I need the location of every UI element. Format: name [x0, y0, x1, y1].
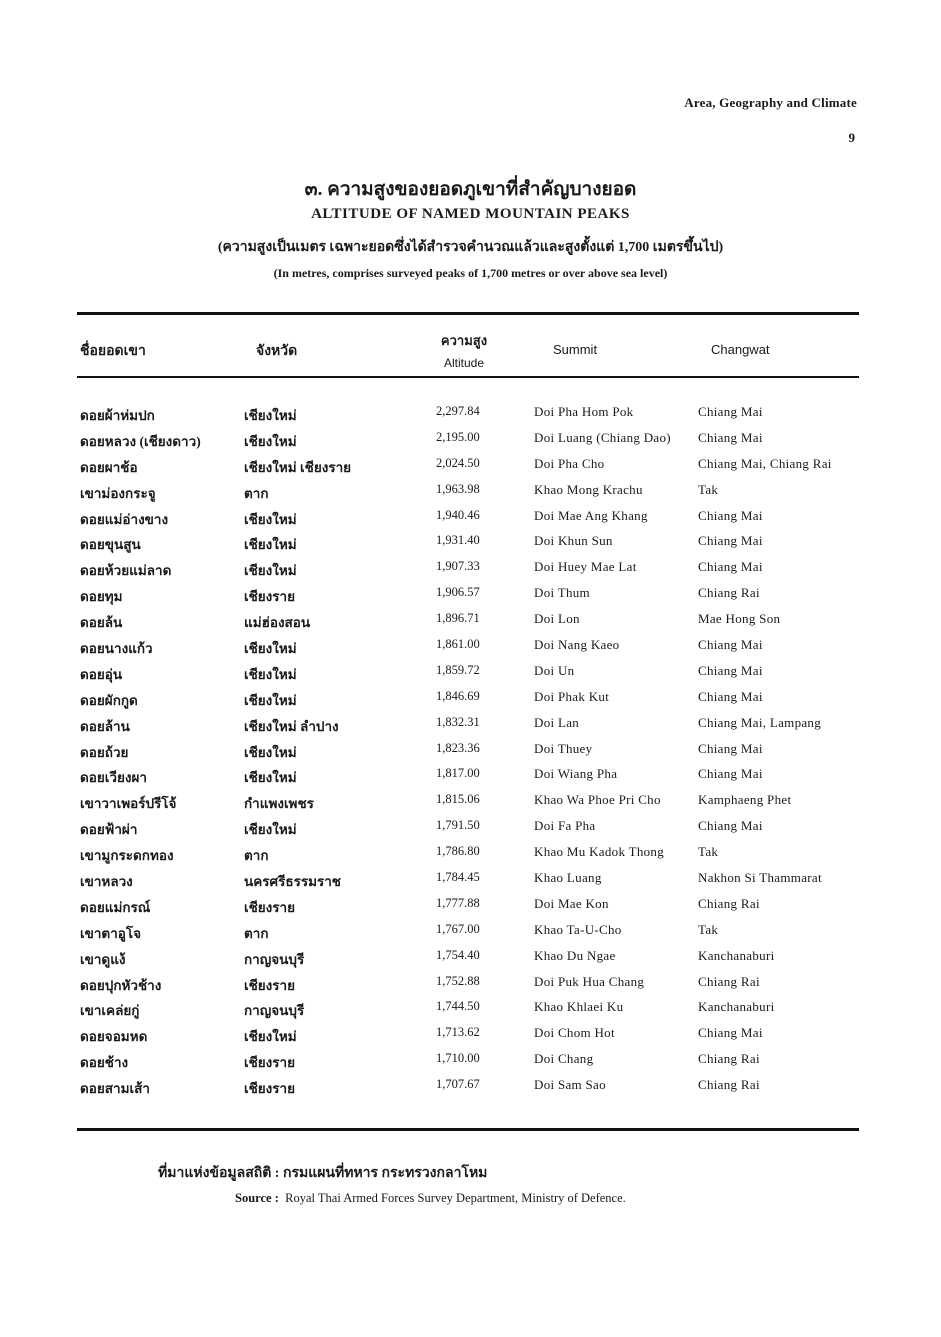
- cell-province-thai: ตาก: [244, 925, 269, 941]
- cell-name-thai: เขาม่องกระจู: [80, 485, 156, 501]
- cell-altitude: 1,832.31: [436, 714, 480, 729]
- table-row: [0, 894, 941, 920]
- cell-name-thai: ดอยแม่กรณ์: [80, 899, 151, 915]
- cell-province-thai: เชียงใหม่: [244, 692, 297, 708]
- cell-changwat: Chiang Mai: [698, 404, 763, 419]
- title-english: ALTITUDE OF NAMED MOUNTAIN PEAKS: [311, 206, 630, 222]
- cell-name-thai: ดอยถ้วย: [80, 744, 129, 760]
- cell-changwat: Kanchanaburi: [698, 947, 775, 963]
- cell-province-thai: ตาก: [244, 848, 269, 864]
- cell-name-thai: ดอยจอมหด: [80, 1029, 148, 1045]
- cell-altitude: 1,940.46: [436, 507, 480, 522]
- table-row: [0, 687, 941, 713]
- cell-province-thai: เชียงใหม่: [244, 563, 297, 579]
- cell-province-thai: เชียงใหม่: [244, 744, 297, 760]
- cell-altitude: 1,707.67: [436, 1077, 480, 1092]
- cell-name-thai: ดอยแม่อ่างขาง: [80, 511, 169, 527]
- cell-altitude: 1,786.80: [436, 844, 480, 859]
- cell-summit: Doi Mae Ang Khang: [534, 507, 648, 523]
- cell-changwat: Tak: [698, 921, 719, 937]
- cell-summit: Khao Du Ngae: [534, 947, 616, 963]
- table-row: [0, 816, 941, 842]
- cell-name-thai: ดอยหลวง (เชียงดาว): [80, 433, 201, 449]
- cell-summit: Khao Luang: [534, 870, 602, 886]
- cell-changwat: Chiang Mai: [698, 559, 763, 575]
- table-header-rule: [77, 376, 859, 378]
- cell-changwat: Chiang Mai: [698, 507, 763, 523]
- source-thai: ที่มาแห่งข้อมูลสถิติ : กรมแผนที่ทหาร กระทรวงกลาโหม: [158, 1166, 488, 1181]
- column-header-altitude-thai: ความสูง: [440, 333, 488, 348]
- cell-altitude: 1,791.50: [436, 818, 480, 833]
- table-bottom-rule: [77, 1128, 859, 1131]
- cell-province-thai: เชียงราย: [244, 977, 296, 993]
- cell-name-thai: ดอยขุนสูน: [80, 537, 141, 553]
- cell-summit: Doi Phak Kut: [534, 688, 610, 704]
- source-english: [235, 1191, 626, 1206]
- cell-name-thai: ดอยผ้าห่มปก: [80, 408, 155, 423]
- cell-summit: Doi Luang (Chiang Dao): [534, 429, 671, 445]
- column-header-name-thai: ชื่อยอดเขา: [80, 344, 146, 359]
- cell-summit: Doi Pha Cho: [534, 455, 605, 471]
- cell-altitude: 1,963.98: [436, 481, 480, 496]
- column-header-altitude: [420, 330, 508, 370]
- cell-altitude: 1,744.50: [436, 999, 480, 1014]
- table-row: [0, 713, 941, 739]
- subtitle-thai: (ความสูงเป็นเมตร เฉพาะยอดซึ่งได้สำรวจคำนวณแล้วและสูงตั้งแต่ 1,700 เมตรขึ้นไป): [217, 240, 724, 255]
- cell-province-thai: เชียงใหม่: [244, 1029, 297, 1045]
- cell-altitude: 1,931.40: [436, 533, 480, 548]
- title-thai: ๓. ความสูงของยอดภูเขาที่สำคัญบางยอด: [304, 179, 637, 200]
- table-row: [0, 946, 941, 972]
- cell-province-thai: เชียงใหม่: [244, 408, 297, 423]
- table-row: [0, 583, 941, 609]
- cell-province-thai: เชียงใหม่ ลำปาง: [244, 718, 339, 734]
- cell-altitude: 1,846.69: [436, 688, 480, 703]
- cell-province-thai: นครศรีธรรมราช: [244, 874, 341, 890]
- cell-altitude: 1,861.00: [436, 637, 480, 652]
- cell-summit: Doi Fa Pha: [534, 818, 596, 834]
- cell-altitude: 1,906.57: [436, 585, 480, 600]
- cell-altitude: 1,823.36: [436, 740, 480, 755]
- cell-changwat: Chiang Mai: [698, 429, 763, 445]
- cell-name-thai: ดอยฟ้าผ่า: [80, 822, 138, 838]
- table-row: [0, 1049, 941, 1075]
- table-row: [0, 531, 941, 557]
- cell-summit: Doi Thum: [534, 585, 590, 601]
- cell-province-thai: เชียงราย: [244, 1081, 296, 1097]
- table-row: [0, 997, 941, 1023]
- source-text: Royal Thai Armed Forces Survey Department, Ministry of Defence.: [285, 1191, 626, 1205]
- cell-altitude: 1,815.06: [436, 792, 480, 807]
- cell-changwat: Chiang Mai, Lampang: [698, 714, 822, 730]
- cell-changwat: Chiang Rai: [698, 1051, 760, 1067]
- cell-summit: Khao Ta-U-Cho: [534, 921, 622, 937]
- cell-name-thai: ดอยปุกหัวช้าง: [80, 977, 162, 993]
- cell-altitude: 2,297.84: [436, 404, 480, 418]
- cell-summit: Doi Lan: [534, 714, 580, 730]
- cell-province-thai: เชียงใหม่: [244, 666, 297, 682]
- table-row: [0, 920, 941, 946]
- cell-altitude: 1,710.00: [436, 1051, 480, 1066]
- table-body: [0, 402, 941, 1101]
- table-row: [0, 480, 941, 506]
- cell-altitude: 1,896.71: [436, 611, 480, 626]
- cell-changwat: Chiang Rai: [698, 585, 760, 601]
- cell-changwat: Nakhon Si Thammarat: [698, 870, 822, 886]
- cell-summit: Khao Wa Phoe Pri Cho: [534, 792, 661, 808]
- table-row: [0, 1075, 941, 1101]
- cell-province-thai: เชียงใหม่: [244, 641, 297, 657]
- cell-summit: Doi Lon: [534, 611, 580, 627]
- table-row: [0, 635, 941, 661]
- cell-province-thai: เชียงราย: [244, 899, 296, 915]
- cell-name-thai: ดอยล้าน: [80, 718, 130, 734]
- cell-name-thai: เขาวาเพอร์ปรีโจ้: [80, 796, 177, 812]
- cell-changwat: Chiang Rai: [698, 1077, 760, 1093]
- cell-name-thai: เขามูกระดกทอง: [80, 848, 174, 864]
- cell-changwat: Kanchanaburi: [698, 999, 775, 1015]
- cell-province-thai: กาญจนบุรี: [244, 1003, 305, 1019]
- page-number: 9: [848, 130, 855, 145]
- cell-summit: Khao Khlaei Ku: [534, 999, 624, 1015]
- cell-province-thai: เชียงราย: [244, 1055, 296, 1071]
- cell-changwat: Chiang Mai: [698, 688, 763, 704]
- cell-province-thai: แม่ฮ่องสอน: [244, 615, 311, 631]
- cell-altitude: 2,024.50: [436, 455, 480, 470]
- cell-altitude: 1,784.45: [436, 870, 480, 885]
- cell-province-thai: เชียงราย: [244, 589, 296, 605]
- cell-name-thai: ดอยสามเส้า: [80, 1081, 150, 1097]
- cell-summit: Doi Wiang Pha: [534, 766, 618, 782]
- cell-summit: Doi Sam Sao: [534, 1077, 606, 1093]
- cell-name-thai: ดอยทุม: [80, 589, 123, 605]
- cell-summit: Doi Thuey: [534, 740, 593, 756]
- table-top-rule: [77, 312, 859, 315]
- cell-name-thai: เขาเคล่ยกู่: [80, 1003, 140, 1019]
- cell-province-thai: กำแพงเพชร: [244, 796, 314, 812]
- cell-summit: Khao Mong Krachu: [534, 481, 643, 497]
- cell-province-thai: เชียงใหม่: [244, 822, 297, 838]
- cell-changwat: Mae Hong Son: [698, 611, 781, 627]
- column-header-province-thai: จังหวัด: [256, 344, 298, 359]
- cell-altitude: 1,907.33: [436, 559, 480, 574]
- cell-changwat: Chiang Mai: [698, 766, 763, 782]
- cell-name-thai: ดอยอุ่น: [80, 666, 123, 682]
- table-row: [0, 764, 941, 790]
- cell-name-thai: เขาดูแง้: [80, 951, 126, 967]
- cell-province-thai: เชียงใหม่: [244, 537, 297, 553]
- table-row: [0, 557, 941, 583]
- table-row: [0, 454, 941, 480]
- cell-changwat: Kamphaeng Phet: [698, 792, 792, 808]
- cell-name-thai: ดอยห้วยแม่ลาด: [80, 563, 172, 579]
- cell-summit: Doi Huey Mae Lat: [534, 559, 637, 575]
- table-row: [0, 609, 941, 635]
- cell-altitude: 1,754.40: [436, 947, 480, 962]
- cell-name-thai: เขาตาอูโจ: [80, 925, 142, 941]
- cell-changwat: Chiang Mai: [698, 740, 763, 756]
- cell-changwat: Tak: [698, 844, 719, 860]
- source-label: Source :: [235, 1191, 279, 1205]
- column-header-summit: Summit: [553, 342, 598, 357]
- cell-summit: Doi Un: [534, 662, 575, 678]
- cell-name-thai: เขาหลวง: [80, 874, 133, 890]
- cell-changwat: Tak: [698, 481, 719, 497]
- cell-changwat: Chiang Mai, Chiang Rai: [698, 455, 832, 471]
- cell-altitude: 2,195.00: [436, 429, 480, 444]
- cell-changwat: Chiang Rai: [698, 895, 760, 911]
- cell-summit: Doi Nang Kaeo: [534, 637, 620, 653]
- table-row: [0, 790, 941, 816]
- cell-changwat: Chiang Mai: [698, 533, 763, 549]
- cell-summit: Doi Pha Hom Pok: [534, 404, 634, 419]
- cell-province-thai: เชียงใหม่ เชียงราย: [244, 459, 352, 475]
- cell-summit: Doi Puk Hua Chang: [534, 973, 645, 989]
- cell-province-thai: กาญจนบุรี: [244, 951, 305, 967]
- subtitle-english: (In metres, comprises surveyed peaks of 1,700 metres or over above sea level): [273, 266, 668, 280]
- cell-altitude: 1,752.88: [436, 973, 480, 988]
- cell-changwat: Chiang Rai: [698, 973, 760, 989]
- cell-changwat: Chiang Mai: [698, 818, 763, 834]
- cell-province-thai: เชียงใหม่: [244, 433, 297, 449]
- cell-altitude: 1,767.00: [436, 921, 480, 936]
- cell-summit: Doi Mae Kon: [534, 895, 609, 911]
- cell-summit: Khao Mu Kadok Thong: [534, 844, 665, 860]
- cell-name-thai: ดอยผักกูด: [80, 692, 138, 708]
- table-row: [0, 661, 941, 687]
- table-row: [0, 428, 941, 454]
- cell-altitude: 1,817.00: [436, 766, 480, 781]
- cell-altitude: 1,777.88: [436, 895, 480, 910]
- cell-altitude: 1,713.62: [436, 1025, 480, 1040]
- cell-province-thai: เชียงใหม่: [244, 511, 297, 527]
- cell-province-thai: เชียงใหม่: [244, 770, 297, 786]
- table-row: [0, 972, 941, 998]
- column-header-changwat: Changwat: [711, 342, 770, 357]
- cell-changwat: Chiang Mai: [698, 1025, 763, 1041]
- cell-province-thai: ตาก: [244, 485, 269, 501]
- cell-name-thai: ดอยผาช้อ: [80, 459, 138, 475]
- cell-name-thai: ดอยเวียงผา: [80, 770, 147, 786]
- cell-summit: Doi Khun Sun: [534, 533, 613, 549]
- cell-changwat: Chiang Mai: [698, 637, 763, 653]
- table-row: [0, 1023, 941, 1049]
- cell-changwat: Chiang Mai: [698, 662, 763, 678]
- table-row: [0, 739, 941, 765]
- cell-name-thai: ดอยล้น: [80, 615, 123, 631]
- running-header: Area, Geography and Climate: [684, 95, 857, 110]
- table-row: [0, 842, 941, 868]
- table-row: [0, 506, 941, 532]
- cell-summit: Doi Chom Hot: [534, 1025, 615, 1041]
- table-row: [0, 402, 941, 428]
- column-header-altitude-english: Altitude: [443, 356, 485, 370]
- cell-summit: Doi Chang: [534, 1051, 594, 1067]
- table-row: [0, 868, 941, 894]
- cell-name-thai: ดอยนางแก้ว: [80, 641, 153, 657]
- cell-name-thai: ดอยช้าง: [80, 1055, 129, 1071]
- cell-altitude: 1,859.72: [436, 662, 480, 677]
